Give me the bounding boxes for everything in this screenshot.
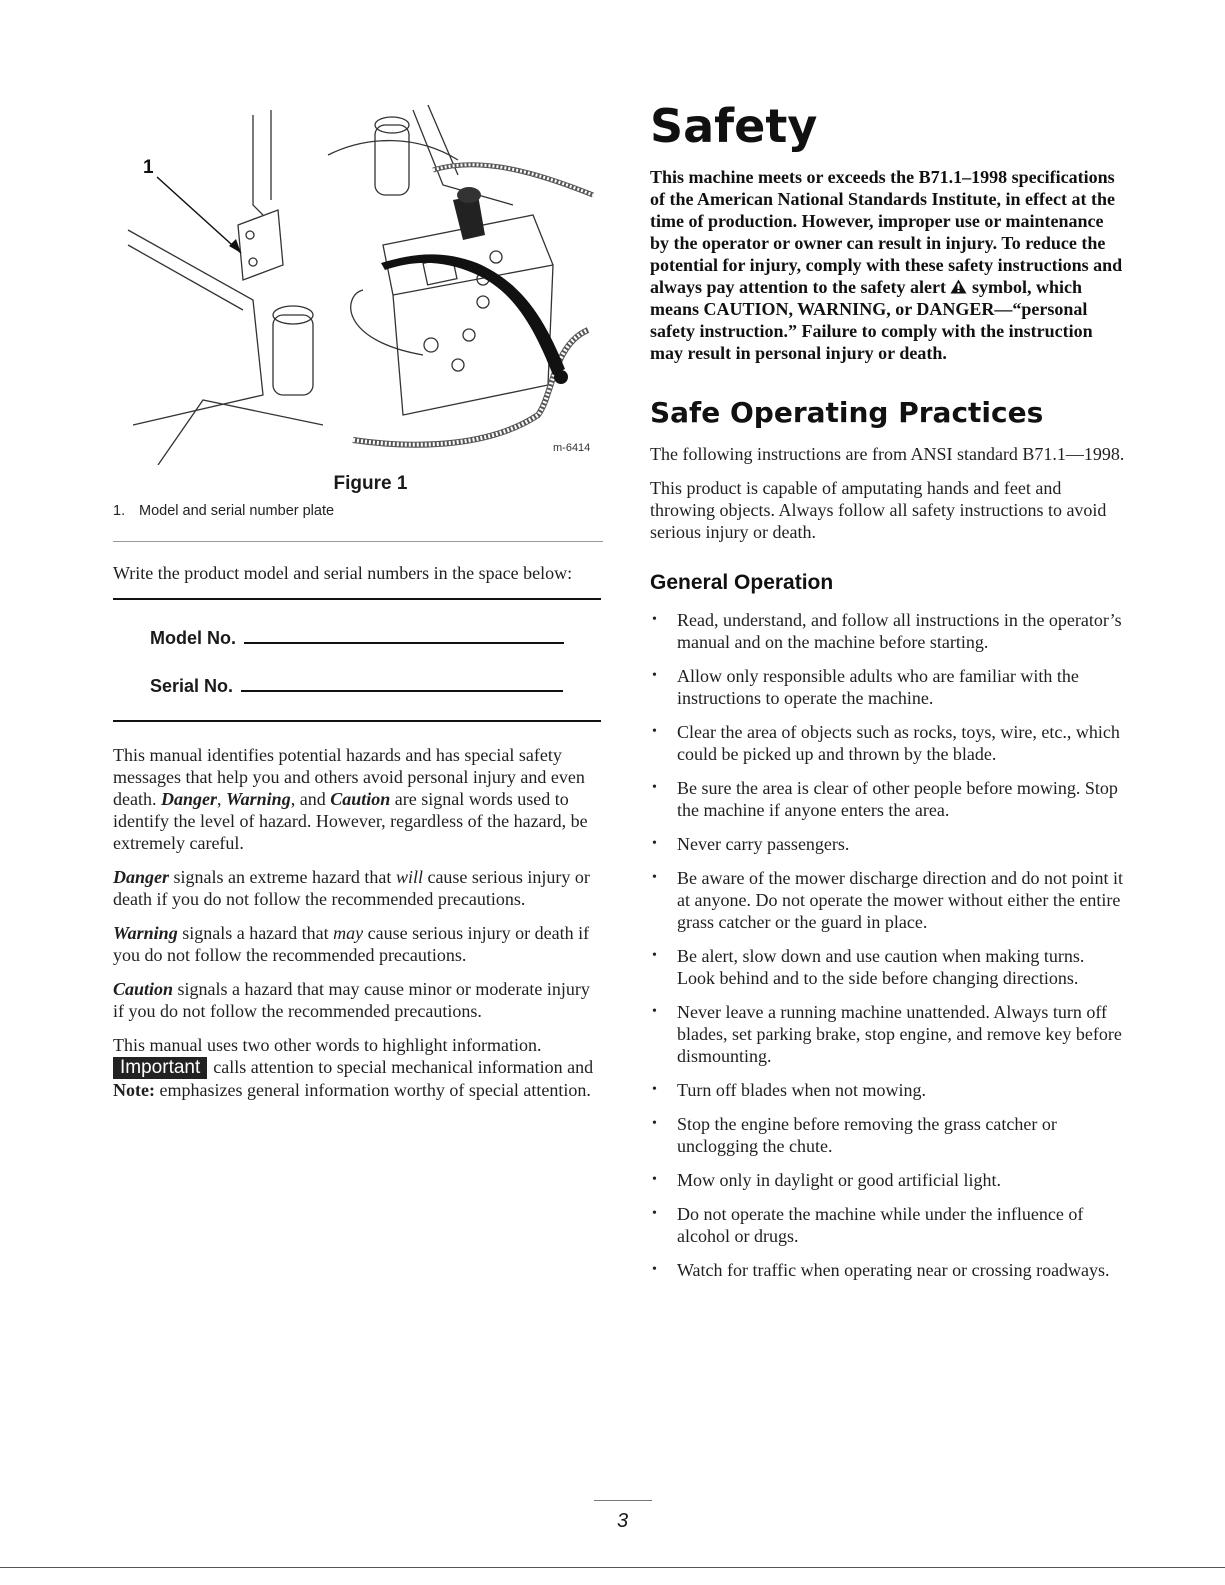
separator: , and bbox=[290, 789, 331, 809]
separator: , bbox=[217, 789, 226, 809]
page-number-rule bbox=[594, 1500, 652, 1501]
list-item: • Be sure the area is clear of other people before mowing. Stop the machine if anyone enters the area. bbox=[650, 777, 1125, 821]
important-text: calls attention to special mechanical information and bbox=[213, 1057, 594, 1077]
hazard-intro-text: This manual identifies potential hazards and has special safety messages that help you and others avoid personal injury and even death. bbox=[113, 745, 585, 809]
write-instruction: Write the product model and serial numbers in the space below: bbox=[113, 563, 573, 583]
danger-term: Danger bbox=[160, 789, 217, 809]
figure-1 bbox=[113, 95, 603, 465]
model-number-label: Model No. bbox=[150, 628, 236, 648]
practices-source-paragraph: The following instructions are from ANSI standard B71.1—1998. bbox=[650, 444, 1125, 464]
caution-word: Caution bbox=[113, 979, 174, 999]
warning-paragraph bbox=[113, 922, 603, 966]
model-number-row bbox=[150, 628, 564, 649]
caution-term: Caution bbox=[330, 789, 391, 809]
safety-intro-text: This machine meets or exceeds the B71.1–1998 specifications of the American National Standards Institute, in effect at the time of production. However, improper use or maintenance by the operator or owner can result in injury. To reduce the potential for injury, comply with these safety instructions and always pay attention to the safety alert bbox=[650, 167, 1123, 297]
list-item: • Never carry passengers. bbox=[650, 833, 1125, 855]
list-item: • Turn off blades when not mowing. bbox=[650, 1079, 1125, 1101]
figure-callout: 1 bbox=[143, 157, 154, 178]
general-operation-heading: General Operation bbox=[650, 571, 834, 594]
record-box-bottom-border bbox=[113, 720, 601, 722]
danger-text-end: cause serious injury or death if you do not follow the recommended precautions. bbox=[113, 867, 590, 909]
list-item: • Be alert, slow down and use caution when making turns. Look behind and to the side before changing directions. bbox=[650, 945, 1125, 989]
serial-number-field[interactable] bbox=[241, 690, 563, 692]
caution-paragraph bbox=[113, 978, 603, 1022]
figure-caption bbox=[113, 503, 603, 519]
note-word: Note: bbox=[113, 1080, 155, 1100]
warning-emphasis: may bbox=[333, 923, 364, 943]
danger-paragraph bbox=[113, 866, 603, 910]
list-item: • Be aware of the mower discharge direction and do not point it at anyone. Do not operate the mower without either the entire grass catcher or the guard in place. bbox=[650, 867, 1125, 933]
caption-number: 1. bbox=[113, 503, 126, 519]
section-divider bbox=[113, 541, 603, 542]
left-column bbox=[113, 95, 603, 1113]
list-item: • Do not operate the machine while under the influence of alcohol or drugs. bbox=[650, 1203, 1125, 1247]
danger-word: Danger bbox=[113, 867, 170, 887]
danger-text: signals an extreme hazard that bbox=[169, 867, 396, 887]
record-box-top-border bbox=[113, 598, 601, 600]
model-number-field[interactable] bbox=[244, 642, 564, 644]
right-column bbox=[650, 100, 1125, 1293]
danger-emphasis: will bbox=[395, 867, 423, 887]
list-item: • Watch for traffic when operating near or crossing roadways. bbox=[650, 1259, 1125, 1281]
page-bottom-edge bbox=[0, 1567, 1225, 1568]
warning-text: signals a hazard that bbox=[177, 923, 334, 943]
list-item: • Allow only responsible adults who are familiar with the instructions to operate the machine. bbox=[650, 665, 1125, 709]
list-item: • Stop the engine before removing the grass catcher or unclogging the chute. bbox=[650, 1113, 1125, 1157]
safety-intro-paragraph bbox=[650, 166, 1125, 364]
safety-intro-text-end: symbol, which means CAUTION, WARNING, or DANGER—“personal safety instruction.” Failure to comply with the instruction may result in personal injury or death. bbox=[650, 277, 1093, 363]
caution-text: signals a hazard that may cause minor or moderate injury if you do not follow the recommended precautions. bbox=[113, 979, 590, 1021]
warning-term: Warning bbox=[226, 789, 291, 809]
list-item: • Read, understand, and follow all instructions in the operator’s manual and on the machine before starting. bbox=[650, 609, 1125, 653]
warning-text-end: cause serious injury or death if you do not follow the recommended precautions. bbox=[113, 923, 590, 965]
safety-alert-icon bbox=[950, 279, 967, 294]
practices-warning-paragraph: This product is capable of amputating hands and feet and throwing objects. Always follow all safety instructions to avoid serious injury or death. bbox=[650, 478, 1107, 542]
list-item: • Never leave a running machine unattended. Always turn off blades, set parking brake, stop engine, and remove key before dismounting. bbox=[650, 1001, 1125, 1067]
serial-number-label: Serial No. bbox=[150, 676, 234, 696]
list-item: • Mow only in daylight or good artificial light. bbox=[650, 1169, 1125, 1191]
page-number: 3 bbox=[616, 1510, 629, 1532]
safety-heading: Safety bbox=[650, 99, 818, 153]
safe-operating-practices-heading: Safe Operating Practices bbox=[650, 396, 1044, 429]
list-item: • Clear the area of objects such as rocks, toys, wire, etc., which could be picked up and thrown by the blade. bbox=[650, 721, 1125, 765]
other-words-text: This manual uses two other words to highlight information. bbox=[113, 1035, 542, 1055]
figure-code: m-6414 bbox=[553, 442, 591, 454]
hazard-intro-text-end: are signal words used to identify the level of hazard. However, regardless of the hazard, be extremely careful. bbox=[113, 789, 588, 853]
hazard-intro-paragraph bbox=[113, 744, 603, 854]
figure-title: Figure 1 bbox=[333, 473, 408, 494]
model-serial-record-box bbox=[113, 598, 603, 722]
other-words-paragraph bbox=[113, 1034, 603, 1101]
important-badge: Important bbox=[113, 1057, 207, 1079]
battery-illustration bbox=[113, 95, 603, 465]
general-operation-list bbox=[650, 609, 1125, 1281]
caption-text: Model and serial number plate bbox=[139, 503, 335, 519]
warning-word: Warning bbox=[113, 923, 178, 943]
note-text: emphasizes general information worthy of special attention. bbox=[154, 1080, 591, 1100]
serial-number-row bbox=[150, 676, 563, 697]
